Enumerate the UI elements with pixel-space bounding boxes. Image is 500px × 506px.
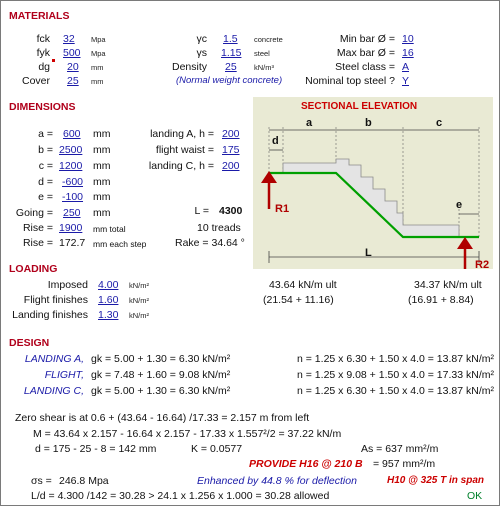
design-row-n: n = 1.25 x 6.30 + 1.50 x 4.0 = 13.87 kN/m² <box>297 385 494 397</box>
flight-waist-label: flight waist = <box>155 144 214 156</box>
density-input[interactable]: 25 <box>225 61 237 73</box>
design-row-gk: gk = 5.00 + 1.30 = 6.30 kN/m² <box>91 385 231 397</box>
design-row-name: LANDING A, <box>24 353 84 365</box>
dim-d-input[interactable]: -600 <box>62 176 84 188</box>
label-c: c <box>436 117 443 129</box>
span-L-label: L = <box>194 205 209 217</box>
gs-unit: steel <box>254 49 270 58</box>
density-note: (Normal weight concrete) <box>176 75 283 86</box>
dim-c-input[interactable]: 1200 <box>59 160 83 172</box>
dim-e-label: e = <box>38 191 53 203</box>
gs-input[interactable]: 1.15 <box>221 47 242 59</box>
density-unit: kN/m³ <box>254 63 274 72</box>
dim-b-input[interactable]: 2500 <box>59 144 83 156</box>
elevation-title: SECTIONAL ELEVATION <box>301 101 418 112</box>
imposed-label: Imposed <box>47 279 88 291</box>
gs-label: γs <box>196 47 207 59</box>
design-row-gk: gk = 7.48 + 1.60 = 9.08 kN/m² <box>91 369 231 381</box>
dg-unit: mm <box>91 63 104 72</box>
label-a: a <box>306 117 313 129</box>
r2-ult-load: 34.37 kN/m ult <box>414 279 482 291</box>
landing-finishes-unit: kN/m² <box>129 311 149 320</box>
dg-input[interactable]: 20 <box>67 61 79 73</box>
r1-ult-load: 43.64 kN/m ult <box>269 279 337 291</box>
design-row-n: n = 1.25 x 9.08 + 1.50 x 4.0 = 17.33 kN/m² <box>297 369 494 381</box>
density-label: Density <box>171 61 207 73</box>
provide-as: = 957 mm²/m <box>373 458 436 470</box>
reaction-r2-arrow <box>457 237 473 269</box>
dim-a-input[interactable]: 600 <box>63 128 81 140</box>
landing-finishes-input[interactable]: 1.30 <box>98 309 119 321</box>
zero-shear-line: Zero shear is at 0.6 + (43.64 - 16.64) /17.33 = 2.157 m from left <box>15 412 310 424</box>
fck-unit: Mpa <box>91 35 106 44</box>
comment-marker <box>52 59 55 62</box>
treads-count: 10 treads <box>197 222 241 234</box>
landing-a-input[interactable]: 200 <box>222 128 240 140</box>
imposed-unit: kN/m² <box>129 281 149 290</box>
rake-angle: Rake = 34.64 ° <box>175 237 245 249</box>
depth-line: d = 175 - 25 - 8 = 142 mm <box>35 443 157 455</box>
label-L: L <box>365 247 372 259</box>
imposed-input[interactable]: 4.00 <box>98 279 119 291</box>
rise-step-unit: mm each step <box>93 239 147 249</box>
loading-heading: LOADING <box>9 263 58 275</box>
steel-class-input[interactable]: A <box>402 61 410 73</box>
label-d: d <box>272 135 279 147</box>
design-row-name: FLIGHT, <box>44 369 84 381</box>
flight-finishes-input[interactable]: 1.60 <box>98 294 119 306</box>
span-top-bars: H10 @ 325 T in span <box>387 475 485 486</box>
fyk-label: fyk <box>36 47 50 59</box>
design-row-name: LANDING C, <box>23 385 84 397</box>
dim-a-label: a = <box>38 128 53 140</box>
going-label: Going = <box>15 207 53 219</box>
cover-input[interactable]: 25 <box>67 75 79 87</box>
design-row-n: n = 1.25 x 6.30 + 1.50 x 4.0 = 13.87 kN/m² <box>297 353 494 365</box>
label-r2: R2 <box>475 259 490 271</box>
max-bar-label: Max bar Ø = <box>336 47 395 59</box>
r1-load-split: (21.54 + 11.16) <box>263 294 334 306</box>
materials-heading: MATERIALS <box>9 10 70 22</box>
dg-label: dg <box>38 61 50 73</box>
rise-unit: mm total <box>93 224 126 234</box>
gc-input[interactable]: 1.5 <box>223 33 238 45</box>
flight-waist-input[interactable]: 175 <box>222 144 240 156</box>
dim-c-unit: mm <box>93 160 111 172</box>
gc-unit: concrete <box>254 35 283 44</box>
sigma-s-label: σs = <box>31 475 52 487</box>
design-heading: DESIGN <box>9 337 50 349</box>
fck-label: fck <box>36 33 50 45</box>
landing-finishes-label: Landing finishes <box>12 309 88 321</box>
flight-finishes-label: Flight finishes <box>23 294 88 306</box>
sectional-elevation-panel <box>253 97 493 269</box>
min-bar-label: Min bar Ø = <box>339 33 395 45</box>
dim-c-label: c = <box>38 160 53 172</box>
label-r1: R1 <box>275 203 290 215</box>
dim-e-input[interactable]: -100 <box>62 191 84 203</box>
fyk-unit: Mpa <box>91 49 106 58</box>
provide-bars: PROVIDE H16 @ 210 B <box>249 458 363 470</box>
flight-finishes-unit: kN/m² <box>129 296 149 305</box>
as-required: As = 637 mm²/m <box>361 443 439 455</box>
k-value: K = 0.0577 <box>191 443 243 455</box>
cover-unit: mm <box>91 77 104 86</box>
landing-c-input[interactable]: 200 <box>222 160 240 172</box>
nominal-top-label: Nominal top steel ? <box>305 75 395 87</box>
landing-a-label: landing A, h = <box>150 128 214 140</box>
landing-c-label: landing C, h = <box>148 160 214 172</box>
nominal-top-input[interactable]: Y <box>402 75 410 87</box>
enhanced-note: Enhanced by 44.8 % for deflection <box>197 475 357 487</box>
going-unit: mm <box>93 207 111 219</box>
rise-step-value: 172.7 <box>59 237 86 249</box>
sigma-s-value: 246.8 Mpa <box>59 475 109 487</box>
label-e: e <box>456 199 463 211</box>
moment-line: M = 43.64 x 2.157 - 16.64 x 2.157 - 17.33 x 1.557²/2 = 37.22 kN/m <box>33 428 342 440</box>
max-bar-input[interactable]: 16 <box>402 47 414 59</box>
dim-d-label: d = <box>38 176 53 188</box>
rise-step-label: Rise = <box>22 237 53 249</box>
fyk-input[interactable]: 500 <box>63 47 81 59</box>
dim-b-unit: mm <box>93 144 111 156</box>
label-b: b <box>365 117 372 129</box>
dimensions-heading: DIMENSIONS <box>9 101 76 113</box>
r2-load-split: (16.91 + 8.84) <box>408 294 474 306</box>
span-L-value: 4300 <box>219 205 243 217</box>
cover-label: Cover <box>21 75 50 87</box>
rise-label: Rise = <box>22 222 53 234</box>
elevation-diagram <box>253 97 493 269</box>
steel-class-label: Steel class = <box>335 61 395 73</box>
dim-b-label: b = <box>38 144 53 156</box>
check-ok-status: OK <box>467 490 483 502</box>
span-depth-check: L/d = 4.300 /142 = 30.28 > 24.1 x 1.256 x 1.000 = 30.28 allowed <box>31 490 330 502</box>
gc-label: γc <box>196 33 207 45</box>
dim-d-unit: mm <box>93 176 111 188</box>
dim-e-unit: mm <box>93 191 111 203</box>
going-input[interactable]: 250 <box>63 207 81 219</box>
min-bar-input[interactable]: 10 <box>402 33 414 45</box>
design-row-gk: gk = 5.00 + 1.30 = 6.30 kN/m² <box>91 353 231 365</box>
dim-a-unit: mm <box>93 128 111 140</box>
rise-input[interactable]: 1900 <box>59 222 83 234</box>
fck-input[interactable]: 32 <box>63 33 75 45</box>
